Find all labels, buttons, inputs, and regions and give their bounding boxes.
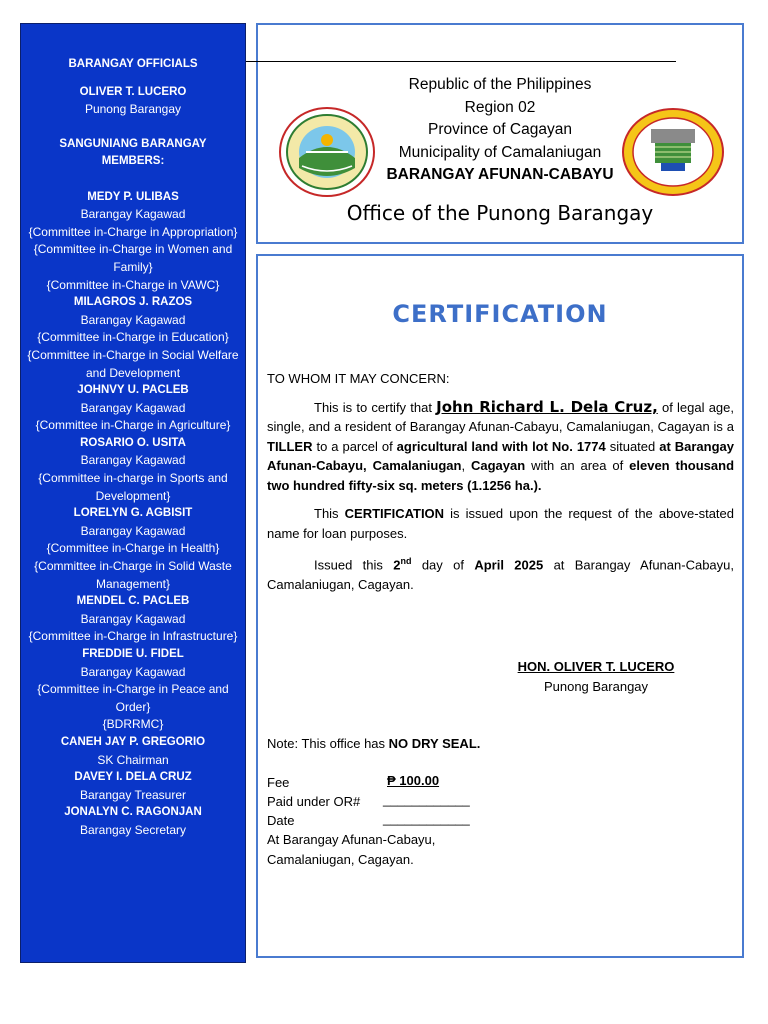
sb-heading-2: MEMBERS: [101, 155, 165, 168]
p1-text-a: This is to certify that [314, 399, 437, 415]
p2-text-a: This [314, 506, 345, 521]
member-name: JONALYN C. RAGONJAN [64, 806, 202, 819]
date-blank: ____________ [383, 811, 470, 826]
p3-text-a: Issued this [314, 557, 394, 573]
member-name: JOHNVY U. PACLEB [77, 384, 189, 397]
punong-name: OLIVER T. LUCERO [79, 85, 187, 98]
certification-word: CERTIFICATION [344, 506, 445, 521]
issue-month: April 2025 [474, 557, 544, 573]
member-role: {Committee in-Charge in Agriculture} [35, 418, 231, 433]
signature-block [456, 657, 736, 697]
member-role: Barangay Kagawad [80, 400, 186, 415]
member-role: Barangay Kagawad [80, 523, 186, 538]
region-line: Region 02 [464, 98, 536, 116]
note-prefix: Note: This office has [267, 736, 389, 751]
fee-label: Fee [267, 775, 290, 790]
paragraph-purpose [267, 504, 734, 543]
member-role: Barangay Kagawad [80, 611, 186, 626]
salutation: TO WHOM IT MAY CONCERN: [267, 371, 450, 386]
member-name: LORELYN G. AGBISIT [73, 507, 193, 520]
barangay-line: BARANGAY AFUNAN-CABAYU [386, 166, 614, 183]
member-list [21, 189, 245, 840]
land-location: at Barangay Afunan-Cabayu, Camalaniugan [267, 438, 734, 473]
member-name: FREDDIE U. FIDEL [82, 648, 184, 660]
date-label: Date [267, 813, 295, 828]
land-province: Cagayan [470, 458, 526, 473]
member-role: Barangay Secretary [79, 822, 187, 837]
member-role: {Committee in-Charge in VAWC} [46, 277, 220, 292]
member-role: {Committee in-Charge in Health} [46, 541, 220, 556]
member-role: {Committee in-Charge in Education} [37, 330, 229, 345]
land-area: eleven thousand two hundred fifty-six sq. meters (1.1256 ha.). [267, 458, 735, 493]
no-dry-seal: NO DRY SEAL. [388, 736, 481, 751]
certificate-title: CERTIFICATION [392, 300, 608, 328]
p1-text-f: with an area of [525, 458, 630, 473]
officials-heading: BARANGAY OFFICIALS [68, 58, 198, 70]
issue-day-suffix: nd [400, 556, 412, 566]
province-line: Province of Cagayan [428, 121, 572, 138]
member-role: Barangay Kagawad [80, 312, 186, 327]
p3-text-c: at Barangay Afunan-Cabayu, Camalaniugan, Cagayan. [267, 557, 734, 592]
member-role: {Committee in-charge in Sports and Development} [38, 471, 228, 503]
or-label: Paid under OR# [267, 794, 361, 809]
member-name: ROSARIO O. USITA [80, 436, 186, 449]
punong-title: Punong Barangay [84, 102, 182, 117]
member-role: Barangay Kagawad [80, 453, 186, 468]
member-name: MEDY P. ULIBAS [87, 190, 179, 203]
office-title: Office of the Punong Barangay [346, 201, 654, 225]
place-line-2: Camalaniugan, Cagayan. [267, 852, 414, 867]
note-line [267, 734, 480, 754]
signatory-title: Punong Barangay [543, 679, 649, 694]
member-role: Barangay Kagawad [80, 664, 186, 679]
place-line-1: At Barangay Afunan-Cabayu, [267, 832, 436, 847]
member-role: {BDRRMC} [102, 717, 164, 732]
member-role: {Committee in-Charge in Peace and Order} [37, 682, 229, 714]
or-blank: ____________ [383, 792, 470, 807]
member-name: DAVEY I. DELA CRUZ [74, 771, 192, 784]
issue-day: 2 [393, 557, 401, 573]
paragraph-certify [267, 398, 734, 496]
member-role: {Committee in-Charge in Infrastructure} [28, 629, 238, 644]
member-role: SK Chairman [97, 752, 169, 767]
letterhead-text [340, 74, 660, 187]
letterhead-rule [246, 61, 676, 62]
p1-text-c: to a parcel of [312, 438, 397, 454]
paragraph-issued [267, 552, 734, 594]
p1-text-e: , [461, 458, 471, 473]
member-role: {Committee in-Charge in Solid Waste Management} [34, 559, 232, 591]
member-role: {Committee in-Charge in Appropriation} [28, 224, 238, 239]
member-role: Barangay Treasurer [79, 787, 187, 802]
republic-line: Republic of the Philippines [408, 76, 592, 93]
member-role: Barangay Kagawad [80, 207, 186, 222]
member-name: MILAGROS J. RAZOS [73, 296, 193, 309]
member-name: CANEH JAY P. GREGORIO [60, 735, 206, 748]
municipality-line: Municipality of Camalaniugan [398, 143, 602, 161]
subject-name: John Richard L. Dela Cruz, [436, 397, 658, 416]
land-description: agricultural land with lot No. 1774 [396, 438, 606, 454]
signatory-name: HON. OLIVER T. LUCERO [517, 659, 675, 674]
member-role: {Committee in-Charge in Women and Family} [33, 242, 233, 274]
member-role: {Committee in-Charge in Social Welfare and Development [27, 347, 239, 380]
officials-sidebar [20, 23, 246, 963]
certificate-body [267, 369, 734, 594]
fee-value: ₱ 100.00 [387, 773, 440, 788]
sb-heading-1: SANGUNIANG BARANGAY [59, 137, 207, 150]
p2-text-b: is issued upon the request of the above-stated name for loan purposes. [267, 506, 735, 541]
p3-text-b: day of [411, 557, 475, 573]
member-name: MENDEL C. PACLEB [76, 595, 190, 608]
p1-text-b: of legal age, single, and a resident of Barangay Afunan-Cabayu, Camalaniugan, Cagayan is a [267, 399, 734, 434]
p1-text-d: situated [605, 438, 660, 454]
tiller-label: TILLER [267, 438, 313, 454]
